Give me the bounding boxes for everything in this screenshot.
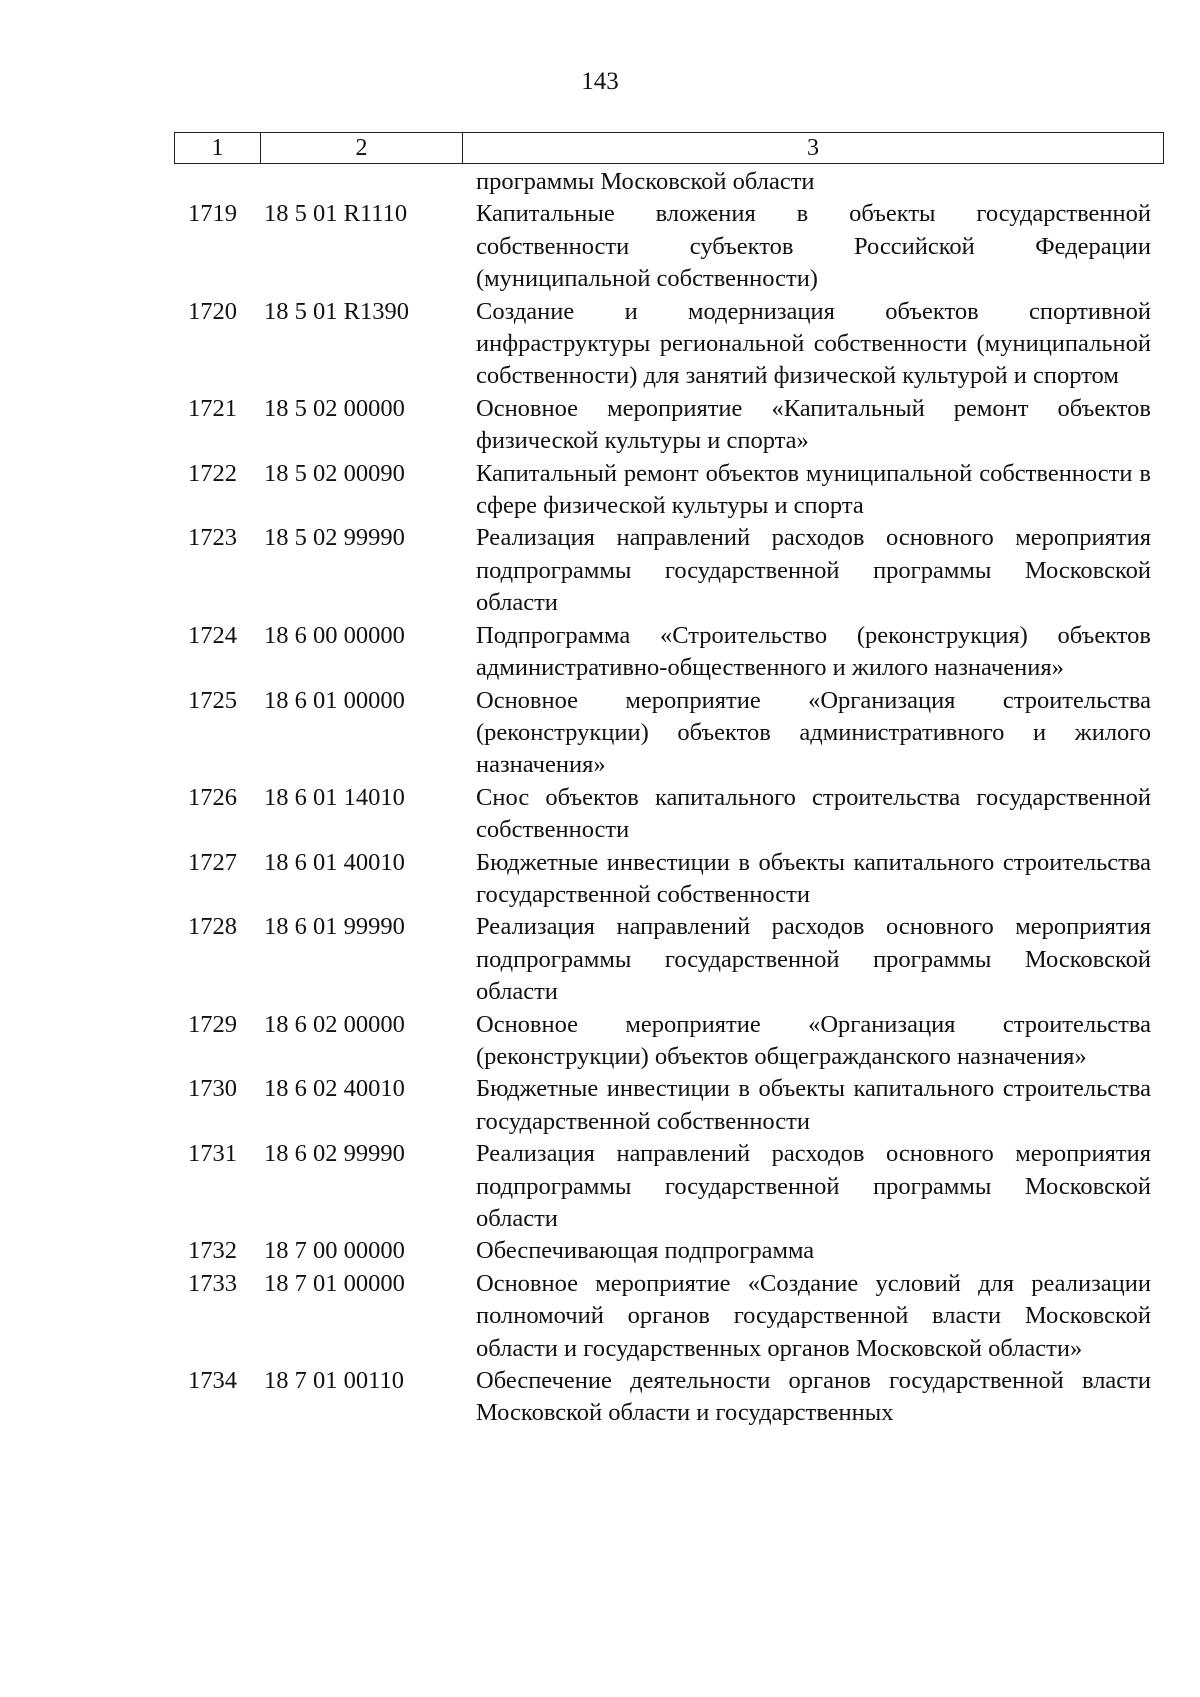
table-row [174,296,1164,393]
row-number: 1733 [188,1269,237,1297]
row-description: Основное мероприятие «Капитальный ремонт объектов физической культуры и спорта» [476,394,1151,455]
row-code: 18 7 00 00000 [264,1237,405,1265]
row-description: Основное мероприятие «Организация строительства (реконструкции) объектов общегражданского назначения» [476,1010,1151,1070]
row-code: 18 5 02 00090 [264,459,405,487]
table-row [174,782,1164,847]
row-number: 1728 [188,913,237,941]
table-row [174,522,1164,619]
row-description: Обеспечивающая подпрограмма [476,1237,815,1265]
row-code: 18 5 01 R1390 [264,297,409,325]
row-number: 1730 [188,1075,237,1103]
row-code: 18 5 02 99990 [264,524,405,552]
row-code: 18 7 01 00110 [264,1367,404,1395]
row-code: 18 6 02 40010 [264,1075,405,1103]
row-number: 1726 [188,783,237,811]
row-number: 1723 [188,524,237,552]
column-header-2: 2 [261,133,463,163]
column-header-3: 3 [807,135,819,161]
row-number: 1721 [188,394,237,422]
row-number: 1724 [188,621,237,649]
row-code: 18 6 02 99990 [264,1140,405,1168]
row-code: 18 7 01 00000 [264,1269,405,1297]
table-row [174,458,1164,523]
table-row [174,1138,1164,1235]
row-description: Снос объектов капитального строительства государственной собственности [476,783,1151,844]
row-code: 18 6 01 99990 [264,913,405,941]
row-number: 1720 [188,297,237,325]
row-code: 18 6 00 00000 [264,621,405,649]
row-description: Подпрограмма «Строительство (реконструкция) объектов административно-общественного и жилого назначения» [476,621,1151,682]
table-header [174,132,1164,164]
table-row [174,911,1164,1008]
table-row [174,1009,1164,1074]
page-number: 143 [581,68,619,95]
row-number: 1722 [188,459,237,487]
table-row [174,1073,1164,1138]
row-code: 18 6 01 40010 [264,848,405,876]
table-row [174,1365,1164,1430]
row-number: 1725 [188,686,237,714]
row-code: 18 6 01 00000 [264,686,405,714]
row-number: 1732 [188,1237,237,1265]
column-header-1: 1 [175,133,261,163]
row-code: 18 6 01 14010 [264,783,405,811]
table-row [174,847,1164,912]
row-description: Бюджетные инвестиции в объекты капитального строительства государственной собственности [476,848,1151,908]
table-row [174,166,1164,198]
row-number [174,166,260,198]
row-number: 1731 [188,1140,237,1168]
row-description: Реализация направлений расходов основного мероприятия подпрограммы государственной программы Московской области [476,913,1151,1006]
table-row [174,1268,1164,1365]
table-row [174,198,1164,295]
table-row [174,393,1164,458]
table-row [174,1235,1164,1267]
table-row [174,620,1164,685]
row-description: Обеспечение деятельности органов государственной власти Московской области и государственных [476,1367,1151,1427]
row-code [260,166,462,198]
row-code: 18 5 01 R1110 [264,200,408,228]
row-description: Капитальные вложения в объекты государственной собственности субъектов Российской Федерации (муниципальной собственности) [476,200,1151,293]
row-number: 1729 [188,1010,237,1038]
row-description: Капитальный ремонт объектов муниципальной собственности в сфере физической культуры и спорта [476,459,1151,520]
table-body [174,166,1164,1430]
row-description: Бюджетные инвестиции в объекты капитального строительства государственной собственности [476,1075,1151,1135]
row-code: 18 5 02 00000 [264,394,405,422]
row-description: программы Московской области [476,168,815,195]
row-number: 1727 [188,848,237,876]
row-description: Основное мероприятие «Создание условий для реализации полномочий органов государственной власти Московской области и государственных органов Московской области» [476,1269,1151,1362]
table-row [174,685,1164,782]
row-code: 18 6 02 00000 [264,1010,405,1038]
row-description: Реализация направлений расходов основного мероприятия подпрограммы государственной программы Московской области [476,524,1151,617]
row-description: Создание и модернизация объектов спортивной инфраструктуры региональной собственности (муниципальной собственности) для занятий физической культурой и спортом [476,297,1151,390]
row-number: 1719 [188,200,237,228]
row-number: 1734 [188,1367,237,1395]
row-description: Основное мероприятие «Организация строительства (реконструкции) объектов административного и жилого назначения» [476,686,1151,779]
row-description: Реализация направлений расходов основного мероприятия подпрограммы государственной программы Московской области [476,1140,1151,1232]
